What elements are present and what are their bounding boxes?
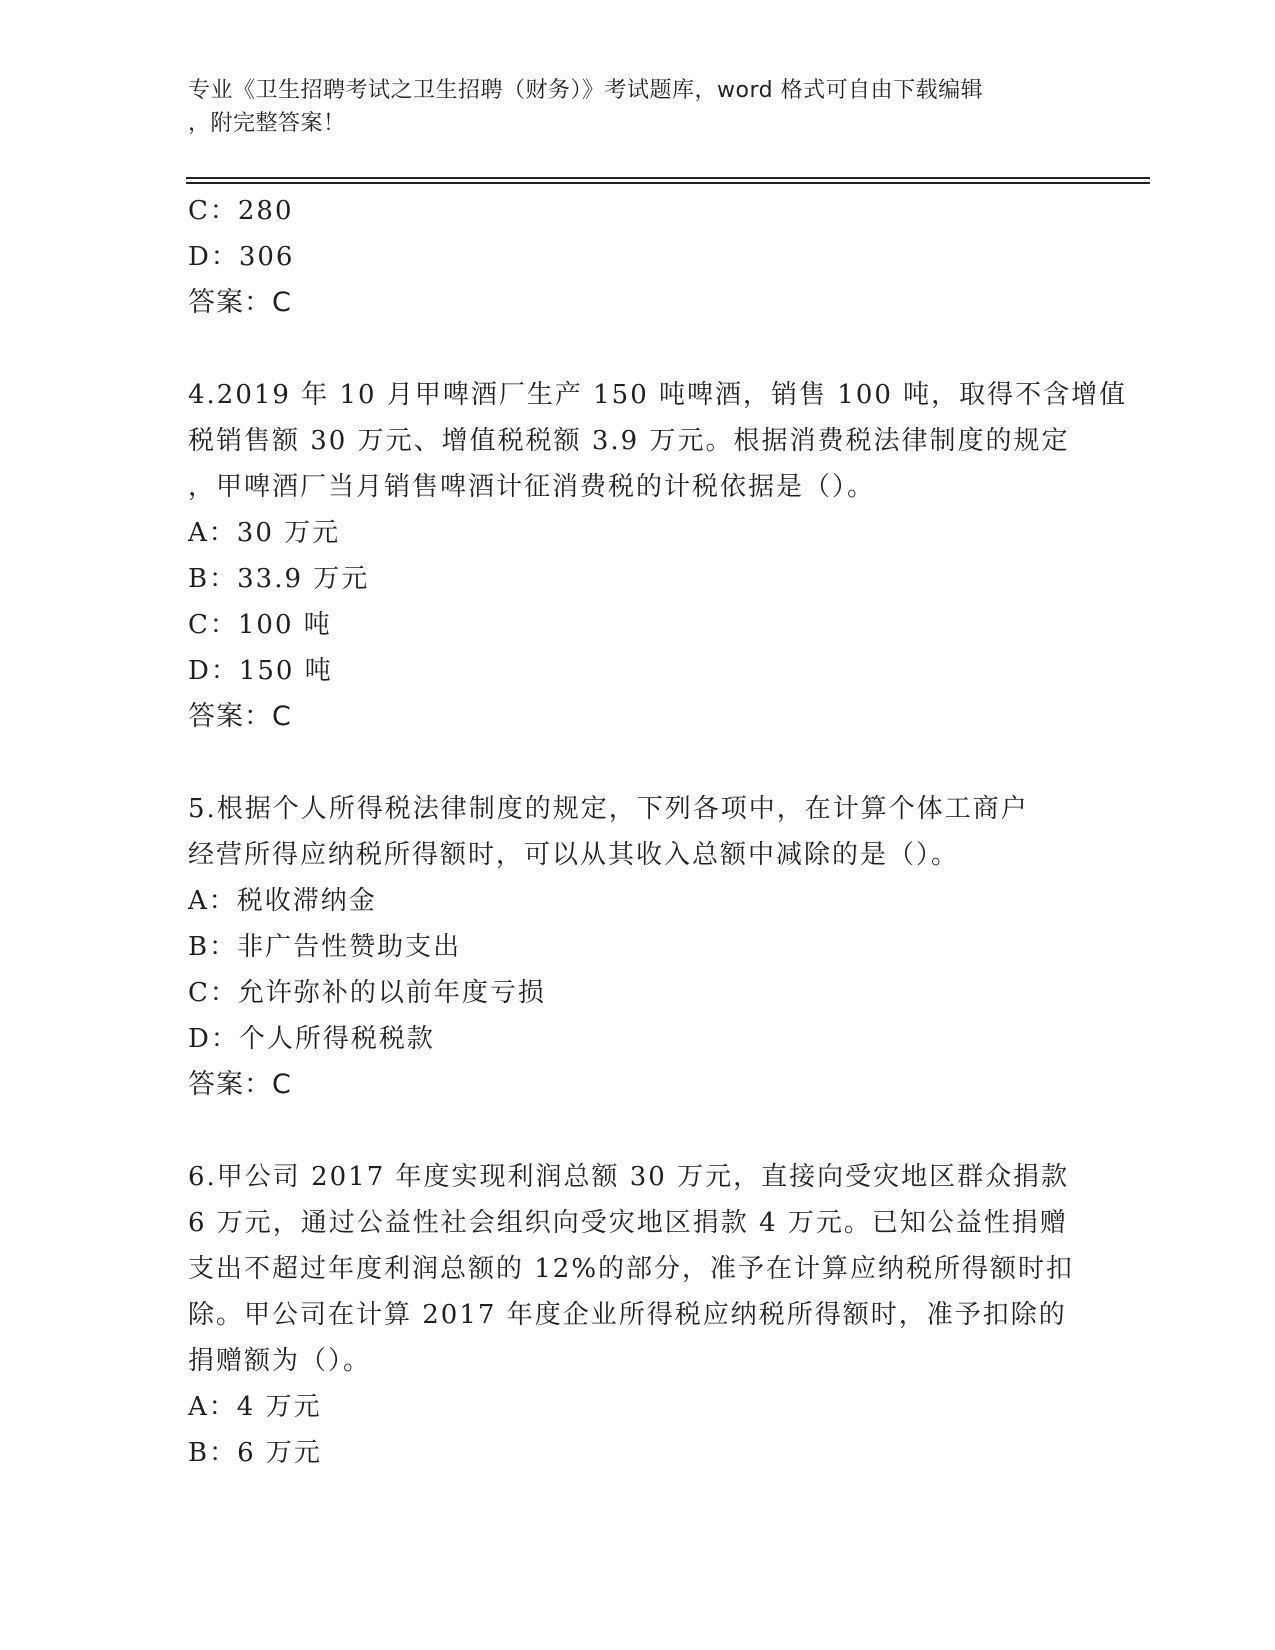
option-a: A：税收滞纳金: [188, 886, 377, 916]
spacer: [188, 740, 1088, 786]
answer-line: 答案：C: [188, 701, 292, 732]
option-b: B：非广告性赞助支出: [188, 932, 462, 962]
question-text-line: 4.2019 年 10 月甲啤酒厂生产 150 吨啤酒，销售 100 吨，取得不含增值: [188, 380, 1128, 410]
question-text-line: 经营所得应纳税所得额时，可以从其收入总额中减除的是（）。: [188, 840, 960, 870]
question-text-line: 支出不超过年度利润总额的 12%的部分，准予在计算应纳税所得额时扣: [188, 1254, 1075, 1284]
answer-line: 答案：C: [188, 287, 292, 318]
question-content: [188, 188, 1128, 1476]
question-text-line: ，甲啤酒厂当月销售啤酒计征消费税的计税依据是（）。: [188, 472, 876, 502]
option-b: B：33.9 万元: [188, 564, 370, 594]
option-c: C：允许弥补的以前年度亏损: [188, 978, 546, 1008]
option-b: B：6 万元: [188, 1438, 322, 1468]
answer-line: 答案：C: [188, 1069, 292, 1100]
option-d: D：150 吨: [188, 656, 333, 686]
option-a: A：30 万元: [188, 518, 341, 548]
question-4: [188, 372, 1128, 740]
option-c: C：280: [188, 196, 294, 226]
question-3-tail: [188, 188, 1088, 326]
header-divider-bottom: [186, 182, 1150, 184]
question-text-line: 税销售额 30 万元、增值税税额 3.9 万元。根据消费税法律制度的规定: [188, 426, 1070, 456]
question-5: [188, 786, 1088, 1108]
spacer: [188, 1108, 1088, 1154]
question-text-line: 5.根据个人所得税法律制度的规定，下列各项中，在计算个体工商户: [188, 794, 1029, 824]
spacer: [188, 326, 1088, 372]
document-header: [188, 74, 1088, 140]
question-text-line: 6.甲公司 2017 年度实现利润总额 30 万元，直接向受灾地区群众捐款: [188, 1162, 1070, 1192]
question-text-line: 除。甲公司在计算 2017 年度企业所得税应纳税所得额时，准予扣除的: [188, 1300, 1067, 1330]
header-title-line-2: ，附完整答案！: [188, 111, 346, 136]
question-text-line: 捐赠额为（）。: [188, 1346, 372, 1376]
option-d: D：个人所得税税款: [188, 1024, 435, 1054]
option-c: C：100 吨: [188, 610, 332, 640]
header-divider-top: [186, 177, 1150, 179]
header-title-line-1: 专业《卫生招聘考试之卫生招聘（财务）》考试题库，word 格式可自由下载编辑: [188, 78, 984, 103]
option-a: A：4 万元: [188, 1392, 322, 1422]
question-6: [188, 1154, 1088, 1476]
question-text-line: 6 万元，通过公益性社会组织向受灾地区捐款 4 万元。已知公益性捐赠: [188, 1208, 1068, 1238]
option-d: D：306: [188, 242, 295, 272]
